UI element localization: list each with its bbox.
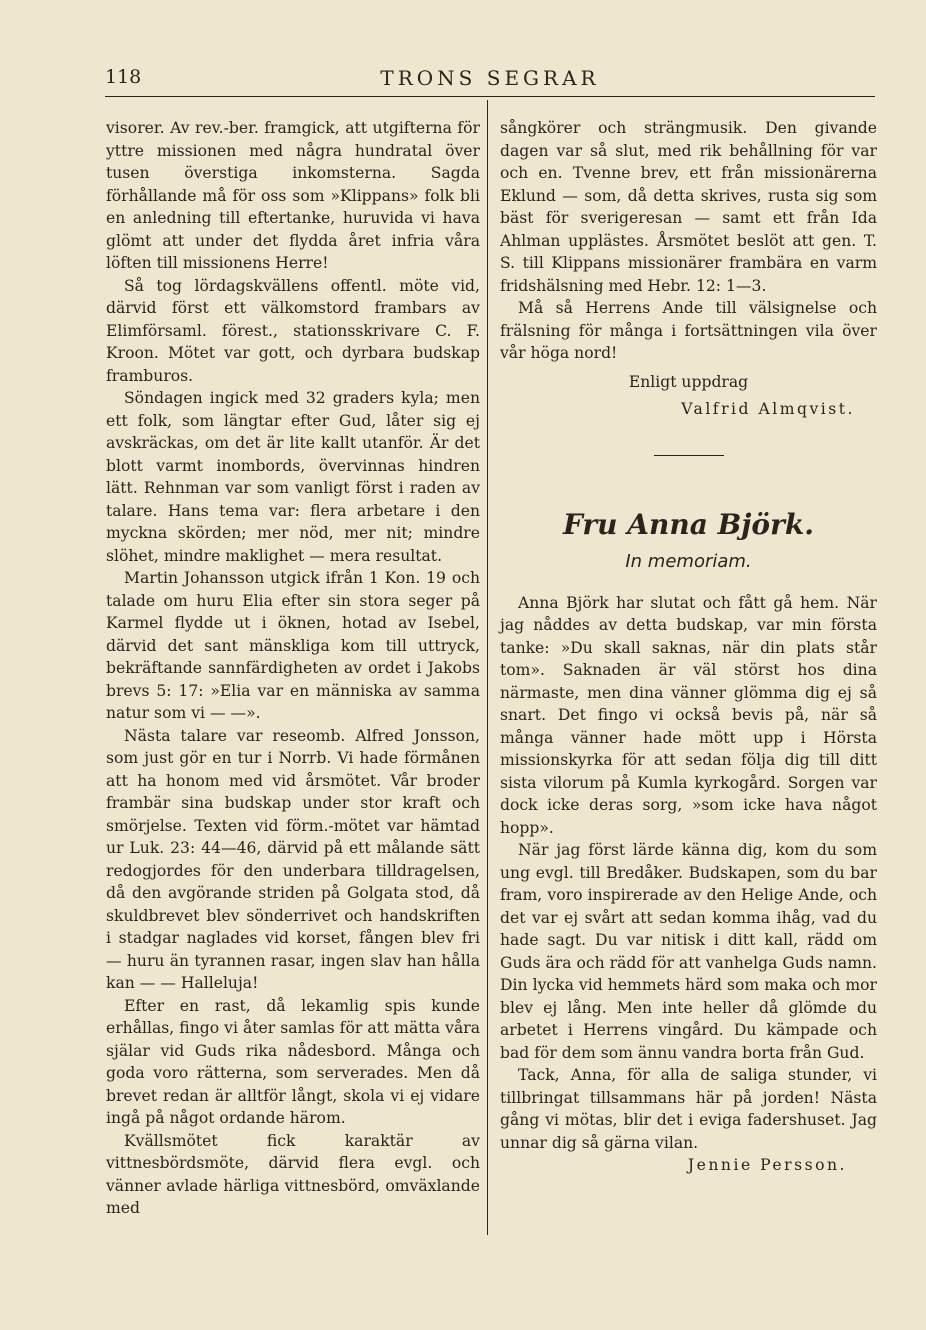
section-divider xyxy=(654,455,724,456)
paragraph: Söndagen ingick med 32 graders kyla; men ett folk, som längtar efter Gud, låter sig ej avskräckas, om det är lite kallt utanför. Är det blott varmt inombords, övervinnas hindren lätt. Rehnman var som vanligt först i raden av talare. Hans tema var: flera arbetare i den myckna skörden; mer nöd, mer nit; mindre slöhet, mindre maklighet — mera resultat. xyxy=(106,389,480,565)
page-header xyxy=(105,66,875,94)
signoff-line: Enligt uppdrag xyxy=(628,372,749,391)
right-column xyxy=(500,117,877,1177)
signoff-name: Valfrid Almqvist. xyxy=(681,400,855,418)
paragraph: Nästa talare var reseomb. Alfred Jonsson, som just gör en tur i Norrb. Vi hade förmånen att ha honom med vid årsmötet. Vår broder frambär sina budskap under stor kraft och smörjelse. Texten vid förm.-mötet var hämtad ur Luk. 23: 44—46, därvid på ett målande sätt redogjordes för den underbara tilldragelsen, då den avgörande striden på Golgata stod, då skuldbrevet blev sönderrivet och handskriften i stadgar naglades vid korset, fången blev fri — huru än tyrannen rasar, ingen slav han hålla kan — — Halleluja! xyxy=(106,726,480,992)
running-head: TRONS SEGRAR xyxy=(380,66,600,90)
paragraph: Må så Herrens Ande till välsignelse och frälsning för många i fortsättningen vila över vår höga nord! xyxy=(500,299,877,362)
paragraph: Anna Björk har slutat och fått gå hem. När jag nåddes av detta budskap, var min första tanke: »Du skall saknas, när din plats står tom». Saknaden är väl störst hos dina närmaste, men dina vänner glömma dig ej så snart. Det fingo vi också bevis på, när så många vänner hade mött upp i Hörsta missionskyrka för att sedan följa dig till ditt sista vilorum på Kumla kyrkogård. Sorgen var dock icke deras sorg, »som icke hava något hopp». xyxy=(500,593,877,837)
paragraph: Så tog lördagskvällens offentl. möte vid, därvid först ett välkomstord frambars av Elimförsaml. förest., stationsskrivare C. F. Kroon. Mötet var gott, och dyrbara budskap framburos. xyxy=(106,276,480,385)
paragraph: Kvällsmötet fick karaktär av vittnesbördsmöte, därvid flera evgl. och vänner avlade härliga vittnesbörd, omväxlande med xyxy=(106,1131,480,1217)
page-number: 118 xyxy=(105,66,142,88)
article-title: Fru Anna Björk. xyxy=(563,507,814,541)
header-rule xyxy=(105,96,875,97)
paragraph: När jag först lärde känna dig, kom du som ung evgl. till Bredåker. Budskapen, som du bar fram, voro inspirerade av den Helige Ande, och det var ej svårt att sedan komma ihåg, vad du hade sagt. Du var nitisk i ditt kall, rädd om Guds ära och rädd för att vanhelga Guds namn. Din lycka vid hemmets härd som maka och mor blev ej lång. Men inte heller då glömde du arbetet i Herrens vingård. Du kämpade och bad för dem som ännu vandra borta från Gud. xyxy=(500,841,877,1062)
paragraph: sångkörer och strängmusik. Den givande dagen var så slut, med rik behållning för var och en. Tvenne brev, ett från missionärerna Eklund — som, då detta skrives, rusta sig som bäst för sverigeresan — samt ett från Ida Ahlman upplästes. Årsmötet beslöt att gen. T. S. till Klippans missionärer frambära en varm fridshälsning med Hebr. 12: 1—3. xyxy=(500,119,877,295)
paragraph: Martin Johansson utgick ifrån 1 Kon. 19 och talade om huru Elia efter sin stora seger på Karmel flydde ut i öknen, hotad av Isebel, därvid det sant mänskliga kom till uttryck, bekräftande sannfärdigheten av ordet i Jakobs brevs 5: 17: »Elia var en människa av samma natur som vi — —». xyxy=(106,569,480,722)
left-column xyxy=(106,117,480,1220)
column-divider xyxy=(487,100,488,1235)
article-author: Jennie Persson. xyxy=(687,1156,847,1174)
paragraph: visorer. Av rev.-ber. framgick, att utgifterna för yttre missionen med några hundratal över tusen överstiga inkomsterna. Sagda förhållande må för oss som »Klippans» folk bli en anledning till eftertanke, huruvida vi hava glömt att under det flydda året infria våra löften till missionens Herre! xyxy=(106,119,480,272)
article-subtitle: In memoriam. xyxy=(625,550,752,572)
paragraph: Tack, Anna, för alla de saliga stunder, vi tillbringat tillsammans här på jorden! Nästa gång vi mötas, blir det i eviga fadershuset. Jag unnar dig så gärna vilan. xyxy=(500,1066,877,1152)
paragraph: Efter en rast, då lekamlig spis kunde erhållas, fingo vi åter samlas för att mätta våra själar vid Guds rika nådesbord. Många och goda voro rätterna, som serverades. Men då brevet redan är alltför långt, skola vi ej vidare ingå på något ordande härom. xyxy=(106,996,480,1127)
